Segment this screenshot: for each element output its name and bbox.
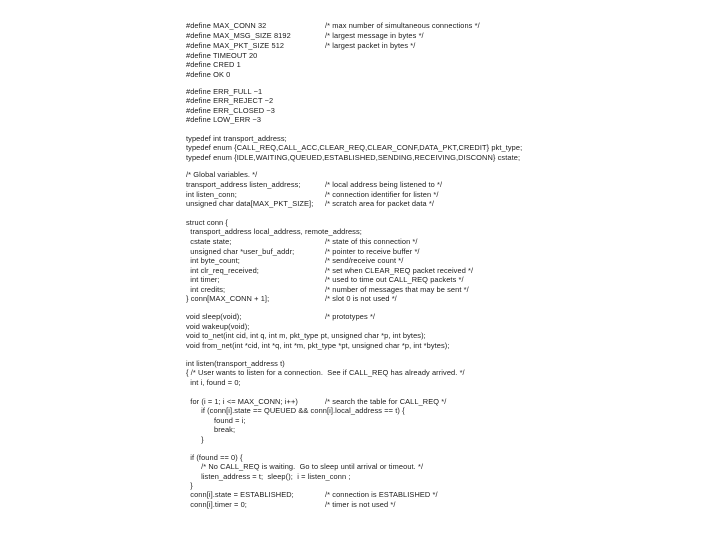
- code-line: #define MAX_CONN 32: [186, 21, 267, 30]
- code-line: int timer;: [186, 275, 220, 284]
- code-comment: /* connection is ESTABLISHED */: [325, 490, 438, 499]
- code-line: cstate state;: [186, 237, 232, 246]
- code-comment: /* max number of simultaneous connections */: [325, 21, 480, 30]
- code-line: void wakeup(void);: [186, 322, 250, 331]
- code-line: int byte_count;: [186, 256, 240, 265]
- code-line: struct conn {: [186, 218, 228, 227]
- code-line: typedef enum {CALL_REQ,CALL_ACC,CLEAR_REQ,CLEAR_CONF,DATA_PKT,CREDIT} pkt_type;: [186, 143, 523, 152]
- code-line: if (found == 0) {: [186, 453, 243, 462]
- code-comment: /* scratch area for packet data */: [325, 199, 434, 208]
- code-line: transport_address local_address, remote_address;: [186, 227, 362, 236]
- code-line: int i, found = 0;: [186, 378, 241, 387]
- code-line: }: [186, 435, 204, 444]
- code-line: void to_net(int cid, int q, int m, pkt_type pt, unsigned char *p, int bytes);: [186, 331, 426, 340]
- code-comment: /* search the table for CALL_REQ */: [325, 397, 447, 406]
- code-line: /* Global variables. */: [186, 170, 258, 179]
- code-comment: /* pointer to receive buffer */: [325, 247, 420, 256]
- code-comment: /* largest message in bytes */: [325, 31, 424, 40]
- code-comment: /* local address being listened to */: [325, 180, 443, 189]
- code-line: int listen_conn;: [186, 190, 237, 199]
- code-line: void from_net(int *cid, int *q, int *m, pkt_type *pt, unsigned char *p, int *bytes);: [186, 341, 450, 350]
- code-comment: /* send/receive count */: [325, 256, 404, 265]
- code-line: #define TIMEOUT 20: [186, 51, 258, 60]
- code-line: #define LOW_ERR −3: [186, 115, 262, 124]
- code-line: typedef int transport_address;: [186, 134, 287, 143]
- code-comment: /* set when CLEAR_REQ packet received */: [325, 266, 474, 275]
- code-line: typedef enum {IDLE,WAITING,QUEUED,ESTABLISHED,SENDING,RECEIVING,DISCONN} cstate;: [186, 153, 521, 162]
- code-line: #define ERR_FULL −1: [186, 87, 263, 96]
- code-line: #define CRED 1: [186, 60, 241, 69]
- code-line: void sleep(void);: [186, 312, 242, 321]
- code-comment: /* largest packet in bytes */: [325, 41, 416, 50]
- code-line: }: [186, 481, 193, 490]
- code-comment: /* prototypes */: [325, 312, 376, 321]
- code-comment: /* used to time out CALL_REQ packets */: [325, 275, 464, 284]
- code-line: transport_address listen_address;: [186, 180, 301, 189]
- code-line: conn[i].state = ESTABLISHED;: [186, 490, 294, 499]
- code-line: { /* User wants to listen for a connection. See if CALL_REQ has already arrived. */: [186, 368, 465, 377]
- code-comment: /* number of messages that may be sent */: [325, 285, 469, 294]
- code-line: if (conn[i].state == QUEUED && conn[i].local_address == t) {: [186, 406, 405, 415]
- code-line: break;: [186, 425, 236, 434]
- code-comment: /* connection identifier for listen */: [325, 190, 439, 199]
- code-line: int clr_req_received;: [186, 266, 259, 275]
- code-comment: /* slot 0 is not used */: [325, 294, 397, 303]
- code-line: int credits;: [186, 285, 226, 294]
- code-line: unsigned char data[MAX_PKT_SIZE];: [186, 199, 314, 208]
- code-line: /* No CALL_REQ is waiting. Go to sleep until arrival or timeout. */: [186, 462, 424, 471]
- code-line: for (i = 1; i <= MAX_CONN; i++): [186, 397, 298, 406]
- code-line: #define ERR_CLOSED −3: [186, 106, 275, 115]
- code-comment: /* state of this connection */: [325, 237, 418, 246]
- code-line: } conn[MAX_CONN + 1];: [186, 294, 270, 303]
- code-line: #define ERR_REJECT −2: [186, 96, 274, 105]
- code-line: unsigned char *user_buf_addr;: [186, 247, 295, 256]
- code-line: #define OK 0: [186, 70, 231, 79]
- code-line: #define MAX_MSG_SIZE 8192: [186, 31, 291, 40]
- code-line: int listen(transport_address t): [186, 359, 285, 368]
- code-comment: /* timer is not used */: [325, 500, 396, 509]
- code-line: conn[i].timer = 0;: [186, 500, 247, 509]
- code-line: #define MAX_PKT_SIZE 512: [186, 41, 285, 50]
- code-line: found = i;: [186, 416, 246, 425]
- code-line: listen_address = t; sleep(); i = listen_conn ;: [186, 472, 351, 481]
